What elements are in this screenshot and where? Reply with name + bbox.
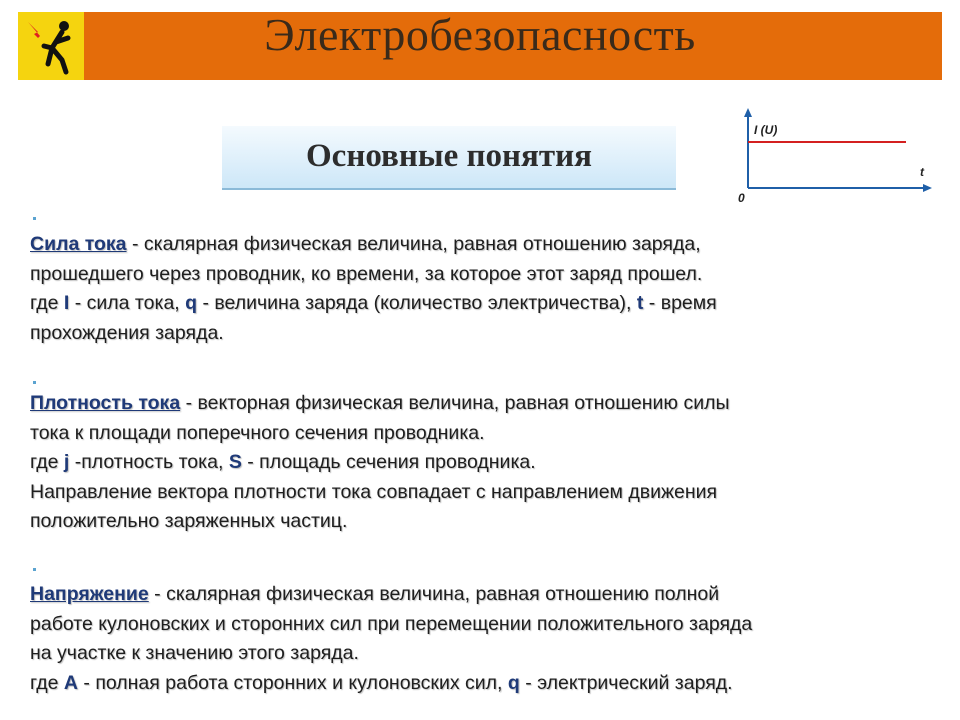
y-axis-arrow bbox=[744, 108, 752, 117]
bullet-1 bbox=[33, 217, 36, 220]
origin-label: 0 bbox=[738, 191, 745, 205]
term-voltage: Напряжение bbox=[30, 583, 149, 605]
bullet-2 bbox=[33, 381, 36, 384]
term-current: Сила тока bbox=[30, 233, 127, 255]
section-density: Плотность тока - векторная физическая величина, равная отношению силы тока к площади поперечного сечения проводника. где j -плотность тока, S - площадь сечения проводника. Направление вектора плотности тока совпадает с направлением движения положительно заряженных частиц. bbox=[30, 392, 730, 532]
bullet-3 bbox=[33, 568, 36, 571]
page-title: Электробезопасность bbox=[264, 9, 696, 60]
x-axis-label: t bbox=[920, 165, 924, 179]
subtitle-box bbox=[222, 126, 676, 190]
section-voltage: Напряжение - скалярная физическая величина, равная отношению полной работе кулоновских и сторонних сил при перемещении положительного заряда на участке к значению этого заряда. где А - полная работа сторонних и кулоновских сил, q - электрический заряд. bbox=[30, 583, 753, 694]
term-density: Плотность тока bbox=[30, 392, 181, 414]
subtitle: Основные понятия bbox=[306, 138, 592, 174]
current-time-graph bbox=[728, 106, 938, 206]
section-current: Сила тока - скалярная физическая величина, равная отношению заряда, прошедшего через проводник, ко времени, за которое этот заряд прошел. где I - сила тока, q - величина заряда (количество электричества), t - время прохождения заряда. bbox=[30, 233, 717, 344]
x-axis-arrow bbox=[923, 184, 932, 192]
y-axis-label: I (U) bbox=[754, 123, 778, 137]
